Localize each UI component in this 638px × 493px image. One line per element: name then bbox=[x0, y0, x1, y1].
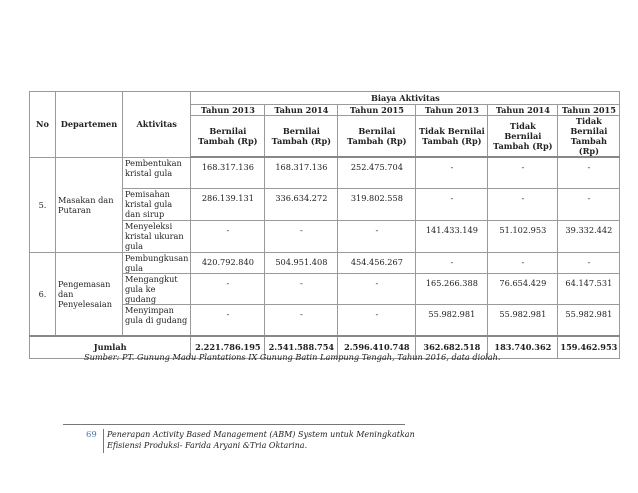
row-value: 165.266.388 bbox=[416, 273, 488, 304]
row-value: 168.317.136 bbox=[265, 157, 338, 188]
row-value: 168.317.136 bbox=[191, 157, 265, 188]
row-value: 64.147.531 bbox=[558, 273, 620, 304]
row-value: 454.456.267 bbox=[338, 252, 416, 273]
header-year: Tahun 2014 bbox=[488, 105, 558, 116]
row-value: 319.802.558 bbox=[338, 188, 416, 220]
total-value: 2.541.588.754 bbox=[265, 336, 338, 358]
row-departemen: Pengemasan dan Penyelesaian bbox=[56, 252, 123, 336]
row-value: - bbox=[488, 157, 558, 188]
row-value: - bbox=[558, 157, 620, 188]
header-type: Tidak Bernilai Tambah (Rp) bbox=[558, 116, 620, 158]
row-value: - bbox=[265, 273, 338, 304]
footer-divider bbox=[63, 424, 405, 425]
row-value: 55.982.981 bbox=[488, 304, 558, 336]
row-aktivitas: Pemisahan kristal gula dan sirup bbox=[123, 188, 191, 220]
row-value: 55.982.981 bbox=[558, 304, 620, 336]
header-year: Tahun 2013 bbox=[416, 105, 488, 116]
row-value: - bbox=[191, 273, 265, 304]
row-value: - bbox=[265, 220, 338, 252]
row-value: - bbox=[191, 304, 265, 336]
header-departemen: Departemen bbox=[56, 92, 123, 158]
row-value: 286.139.131 bbox=[191, 188, 265, 220]
table-row bbox=[30, 157, 620, 188]
activity-cost-table bbox=[29, 91, 620, 359]
header-aktivitas: Aktivitas bbox=[123, 92, 191, 158]
row-aktivitas: Pembentukan kristal gula bbox=[123, 157, 191, 188]
row-value: - bbox=[338, 304, 416, 336]
row-aktivitas: Menyimpan gula di gudang bbox=[123, 304, 191, 336]
row-value: - bbox=[265, 304, 338, 336]
footer-line-2: Efisiensi Produksi- Farida Aryani &Tria Oktarina. bbox=[107, 441, 308, 450]
header-type: Bernilai Tambah (Rp) bbox=[265, 116, 338, 158]
row-value: - bbox=[558, 188, 620, 220]
header-biaya-aktivitas: Biaya Aktivitas bbox=[191, 92, 620, 105]
page-number: 69 bbox=[86, 430, 97, 440]
row-aktivitas: Pembungkusan gula bbox=[123, 252, 191, 273]
total-label: Jumlah bbox=[30, 336, 191, 358]
header-year: Tahun 2013 bbox=[191, 105, 265, 116]
row-value: 504.951.408 bbox=[265, 252, 338, 273]
footer-separator bbox=[103, 429, 104, 453]
total-value: 2.221.786.195 bbox=[191, 336, 265, 358]
footer-citation bbox=[107, 429, 415, 451]
row-no: 6. bbox=[30, 252, 56, 336]
row-departemen: Masakan dan Putaran bbox=[56, 157, 123, 252]
row-value: 336.634.272 bbox=[265, 188, 338, 220]
row-value: - bbox=[558, 252, 620, 273]
total-value: 362.682.518 bbox=[416, 336, 488, 358]
row-value: - bbox=[416, 157, 488, 188]
row-no: 5. bbox=[30, 157, 56, 252]
row-value: 76.654.429 bbox=[488, 273, 558, 304]
source-note: Sumber: PT. Gunung Madu Plantations IX Gunung Batin Lampung Tengah, Tahun 2016, data diolah. bbox=[84, 352, 501, 362]
header-type: Tidak Bernilai Tambah (Rp) bbox=[416, 116, 488, 158]
header-year: Tahun 2015 bbox=[338, 105, 416, 116]
row-aktivitas: Menyeleksi kristal ukuran gula bbox=[123, 220, 191, 252]
row-value: 51.102.953 bbox=[488, 220, 558, 252]
total-value: 183.740.362 bbox=[488, 336, 558, 358]
row-value: - bbox=[416, 252, 488, 273]
row-value: - bbox=[338, 220, 416, 252]
row-value: 420.792.840 bbox=[191, 252, 265, 273]
row-value: 252.475.704 bbox=[338, 157, 416, 188]
row-aktivitas: Mengangkut gula ke gudang bbox=[123, 273, 191, 304]
header-type: Tidak Bernilai Tambah (Rp) bbox=[488, 116, 558, 158]
row-value: 55.982.981 bbox=[416, 304, 488, 336]
table-row bbox=[30, 252, 620, 273]
row-value: 39.332.442 bbox=[558, 220, 620, 252]
total-value: 2.596.410.748 bbox=[338, 336, 416, 358]
header-year: Tahun 2015 bbox=[558, 105, 620, 116]
header-type: Bernilai Tambah (Rp) bbox=[191, 116, 265, 158]
header-year: Tahun 2014 bbox=[265, 105, 338, 116]
row-value: 141.433.149 bbox=[416, 220, 488, 252]
row-value: - bbox=[191, 220, 265, 252]
row-value: - bbox=[338, 273, 416, 304]
total-value: 159.462.953 bbox=[558, 336, 620, 358]
row-value: - bbox=[488, 252, 558, 273]
footer-line-1: Penerapan Activity Based Management (ABM) System untuk Meningkatkan bbox=[107, 430, 415, 439]
row-value: - bbox=[488, 188, 558, 220]
header-no: No bbox=[30, 92, 56, 158]
header-type: Bernilai Tambah (Rp) bbox=[338, 116, 416, 158]
row-value: - bbox=[416, 188, 488, 220]
